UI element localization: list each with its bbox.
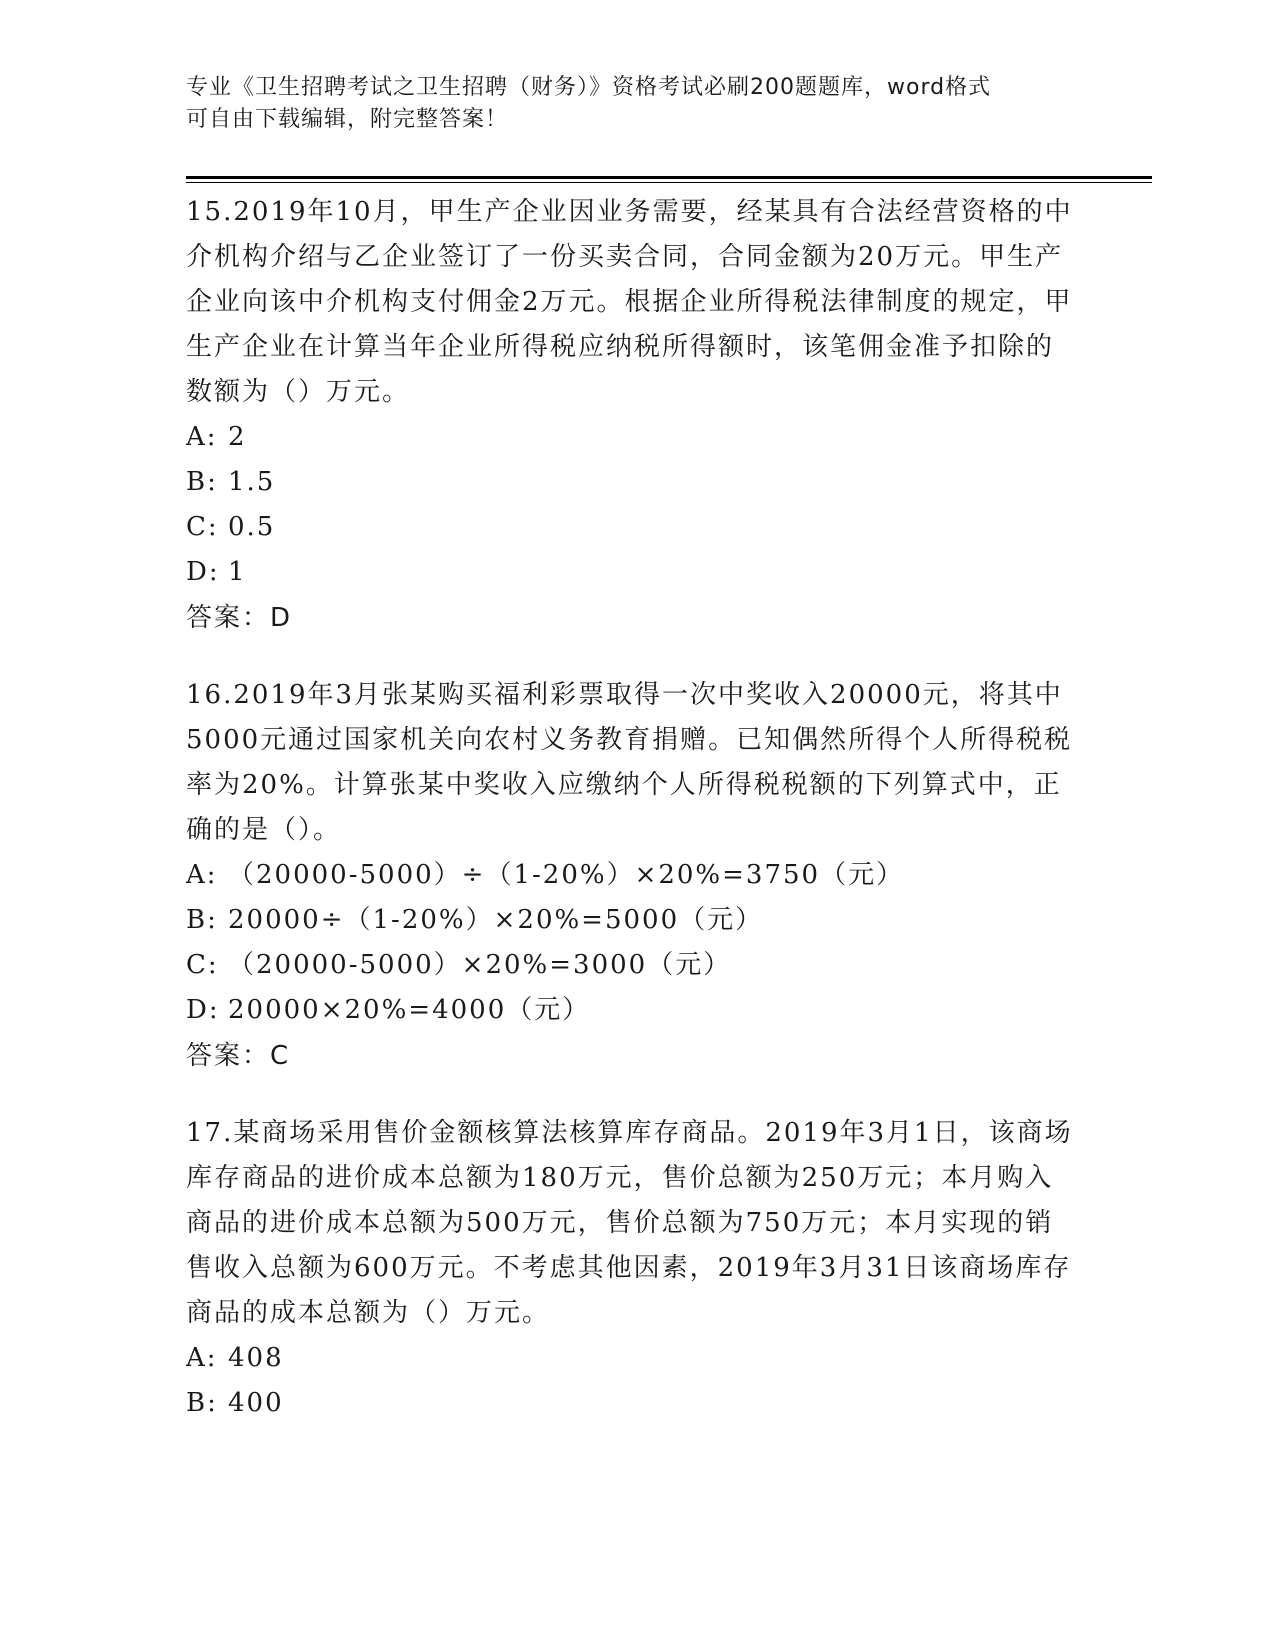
option-label: B: bbox=[186, 905, 218, 935]
option-label: A: bbox=[186, 860, 218, 890]
question-text: 15.2019年10月，甲生产企业因业务需要，经某具有合法经营资格的中介机构介绍与乙企业签订了一份买卖合同，合同金额为20万元。甲生产企业向该中介机构支付佣金2万元。根据企业所得税法律制度的规定，甲生产企业在计算当年企业所得税应纳税所得额时，该笔佣金准予扣除的数额为（）万元。 bbox=[186, 197, 1073, 407]
option-text: 1 bbox=[228, 557, 247, 587]
header-line-1: 专业《卫生招聘考试之卫生招聘（财务）》资格考试必刷200题题库，word格式 bbox=[186, 75, 992, 100]
option-text: 408 bbox=[228, 1343, 284, 1373]
document-header bbox=[186, 72, 1066, 136]
option-text: 2 bbox=[228, 422, 247, 452]
option-d bbox=[186, 988, 1076, 1033]
option-label: B: bbox=[186, 1388, 218, 1418]
option-c bbox=[186, 943, 1076, 988]
header-rule-thin bbox=[186, 182, 1152, 183]
header-rule-thick bbox=[186, 176, 1152, 179]
header-line-2: 可自由下载编辑，附完整答案！ bbox=[186, 107, 509, 132]
option-c bbox=[186, 505, 1076, 550]
option-label: C: bbox=[186, 950, 219, 980]
option-text: （20000-5000）÷（1-20%）×20%=3750（元） bbox=[228, 860, 905, 890]
question-16 bbox=[186, 673, 1076, 1079]
option-text: （20000-5000）×20%=3000（元） bbox=[228, 950, 732, 980]
option-text: 400 bbox=[228, 1388, 284, 1418]
option-text: 20000×20%=4000（元） bbox=[228, 995, 591, 1025]
option-label: D: bbox=[186, 557, 220, 587]
option-b bbox=[186, 1381, 1076, 1426]
option-text: 1.5 bbox=[228, 467, 276, 497]
option-label: A: bbox=[186, 1343, 218, 1373]
question-17 bbox=[186, 1111, 1076, 1426]
option-text: 20000÷（1-20%）×20%=5000（元） bbox=[228, 905, 764, 935]
question-list bbox=[186, 190, 1076, 1458]
option-label: A: bbox=[186, 422, 218, 452]
answer: 答案：C bbox=[186, 1041, 291, 1071]
option-a bbox=[186, 1336, 1076, 1381]
option-d bbox=[186, 550, 1076, 595]
option-a bbox=[186, 853, 1076, 898]
answer: 答案：D bbox=[186, 603, 293, 633]
option-text: 0.5 bbox=[228, 512, 276, 542]
question-text: 17.某商场采用售价金额核算法核算库存商品。2019年3月1日，该商场库存商品的进价成本总额为180万元，售价总额为250万元；本月购入商品的进价成本总额为500万元，售价总额为750万元；本月实现的销售收入总额为600万元。不考虑其他因素，2019年3月31日该商场库存商品的成本总额为（）万元。 bbox=[186, 1118, 1073, 1328]
option-b bbox=[186, 460, 1076, 505]
option-label: B: bbox=[186, 467, 218, 497]
option-label: C: bbox=[186, 512, 219, 542]
question-text: 16.2019年3月张某购买福利彩票取得一次中奖收入20000元，将其中5000元通过国家机关向农村义务教育捐赠。已知偶然所得个人所得税税率为20%。计算张某中奖收入应缴纳个人所得税税额的下列算式中，正确的是（）。 bbox=[186, 680, 1073, 845]
option-a bbox=[186, 415, 1076, 460]
option-label: D: bbox=[186, 995, 220, 1025]
option-b bbox=[186, 898, 1076, 943]
question-15 bbox=[186, 190, 1076, 641]
